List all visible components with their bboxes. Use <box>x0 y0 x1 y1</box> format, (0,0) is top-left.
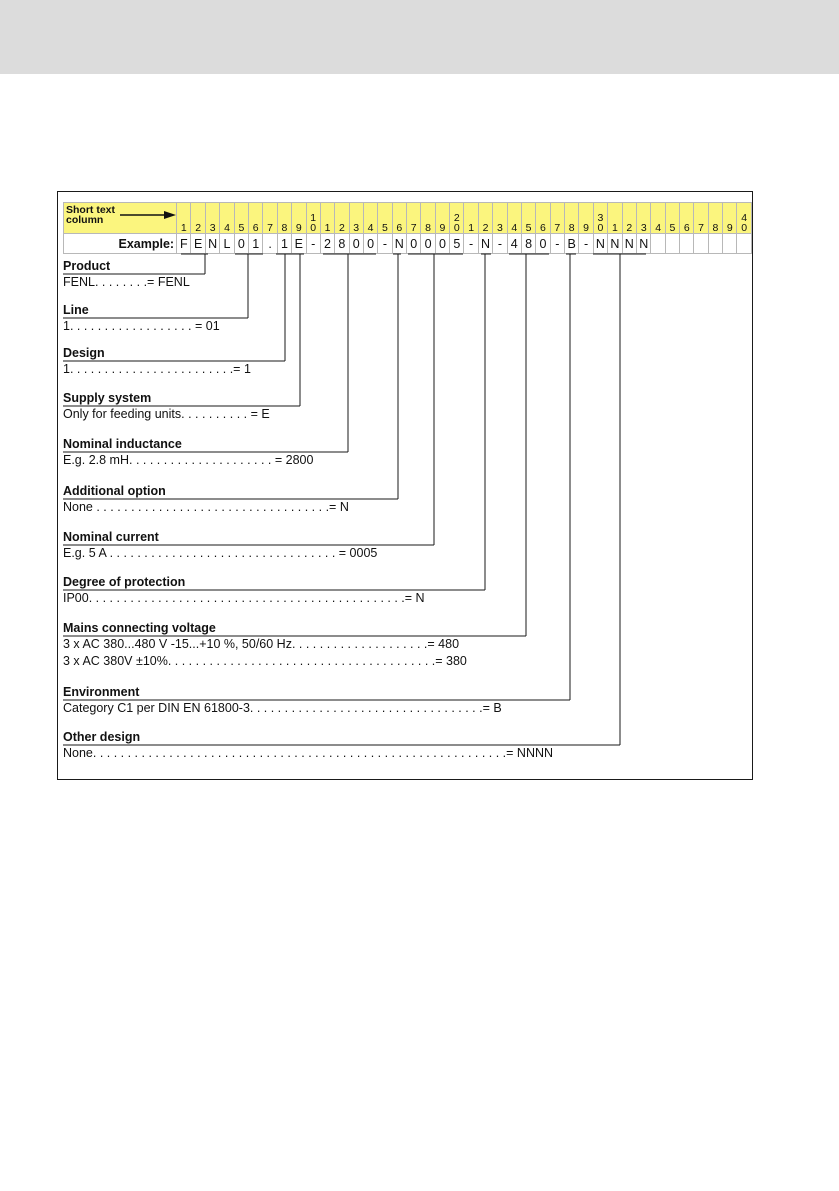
column-number-15: 5 <box>378 203 392 234</box>
example-char-3: N <box>205 234 219 254</box>
column-number-21: 1 <box>464 203 478 234</box>
example-char-25: 8 <box>521 234 535 254</box>
column-number-36: 6 <box>680 203 694 234</box>
example-label: Example: <box>64 234 177 254</box>
column-number-38: 8 <box>708 203 722 234</box>
column-number-5: 5 <box>234 203 248 234</box>
example-char-30: N <box>593 234 607 254</box>
section-value-line: 3 x AC 380V ±10%. . . . . . . . . . . . . . . . . . . . . . . . . . . . . . . . . . . . . . .= 380 <box>63 654 467 668</box>
column-number-35: 5 <box>665 203 679 234</box>
example-char-1: F <box>177 234 191 254</box>
example-char-28: B <box>564 234 578 254</box>
example-char-15: - <box>378 234 392 254</box>
column-number-33: 3 <box>637 203 651 234</box>
section-value-line: None. . . . . . . . . . . . . . . . . . . . . . . . . . . . . . . . . . . . . . . . . . . . . . . . . . . . . . . . . . . .= NNNN <box>63 746 554 760</box>
section-value-line: IP00. . . . . . . . . . . . . . . . . . . . . . . . . . . . . . . . . . . . . . . . . . . . . .= N <box>63 591 425 605</box>
column-number-30: 3 0 <box>593 203 607 234</box>
column-number-34: 4 <box>651 203 665 234</box>
section-title: Line <box>63 303 89 317</box>
column-number-8: 8 <box>277 203 291 234</box>
section-title: Environment <box>63 685 140 699</box>
section-value-line: Category C1 per DIN EN 61800-3. . . . . . . . . . . . . . . . . . . . . . . . . . . . . . . . . .= B <box>63 701 502 715</box>
column-number-28: 8 <box>564 203 578 234</box>
example-char-13: 0 <box>349 234 363 254</box>
column-number-17: 7 <box>407 203 421 234</box>
column-number-19: 9 <box>435 203 449 234</box>
section-value-line: 1. . . . . . . . . . . . . . . . . . . . . . . .= 1 <box>63 362 251 376</box>
column-number-39: 9 <box>723 203 737 234</box>
example-char-17: 0 <box>407 234 421 254</box>
column-number-32: 2 <box>622 203 636 234</box>
section-title: Other design <box>63 730 141 744</box>
column-number-23: 3 <box>493 203 507 234</box>
example-char-16: N <box>392 234 406 254</box>
column-number-25: 5 <box>521 203 535 234</box>
example-char-4: L <box>220 234 234 254</box>
section-title: Mains connecting voltage <box>63 621 216 635</box>
column-number-40: 4 0 <box>737 203 752 234</box>
section-value-line: None . . . . . . . . . . . . . . . . . . . . . . . . . . . . . . . . . .= N <box>63 500 349 514</box>
example-char-22: N <box>478 234 492 254</box>
section-title: Nominal current <box>63 530 159 544</box>
type-code-figure <box>57 191 753 780</box>
example-char-2: E <box>191 234 205 254</box>
column-number-9: 9 <box>292 203 306 234</box>
section-value-line: E.g. 5 A . . . . . . . . . . . . . . . . . . . . . . . . . . . . . . . . . = 0005 <box>63 546 378 560</box>
column-number-14: 4 <box>363 203 377 234</box>
example-char-19: 0 <box>435 234 449 254</box>
column-number-4: 4 <box>220 203 234 234</box>
column-number-12: 2 <box>335 203 349 234</box>
example-char-18: 0 <box>421 234 435 254</box>
short-text-column-label: Short text column <box>64 203 177 234</box>
example-char-11: 2 <box>320 234 334 254</box>
example-char-7: . <box>263 234 277 254</box>
example-char-23: - <box>493 234 507 254</box>
column-number-31: 1 <box>608 203 622 234</box>
example-char-27: - <box>550 234 564 254</box>
column-number-2: 2 <box>191 203 205 234</box>
example-char-33: N <box>637 234 651 254</box>
example-char-14: 0 <box>363 234 377 254</box>
section-title: Nominal inductance <box>63 437 182 451</box>
column-number-6: 6 <box>249 203 263 234</box>
column-number-13: 3 <box>349 203 363 234</box>
section-title: Supply system <box>63 391 152 405</box>
example-char-20: 5 <box>450 234 464 254</box>
column-number-10: 1 0 <box>306 203 320 234</box>
column-number-37: 7 <box>694 203 708 234</box>
column-number-16: 6 <box>392 203 406 234</box>
example-char-32: N <box>622 234 636 254</box>
example-char-24: 4 <box>507 234 521 254</box>
column-number-11: 1 <box>320 203 334 234</box>
column-number-27: 7 <box>550 203 564 234</box>
column-number-29: 9 <box>579 203 593 234</box>
example-char-8: 1 <box>277 234 291 254</box>
column-number-20: 2 0 <box>450 203 464 234</box>
example-char-10: - <box>306 234 320 254</box>
column-number-22: 2 <box>478 203 492 234</box>
example-char-21: - <box>464 234 478 254</box>
example-char-9: E <box>292 234 306 254</box>
column-number-1: 1 <box>177 203 191 234</box>
example-char-26: 0 <box>536 234 550 254</box>
section-value-line: 1. . . . . . . . . . . . . . . . . . = 01 <box>63 319 220 333</box>
example-char-31: N <box>608 234 622 254</box>
example-char-29: - <box>579 234 593 254</box>
section-title: Degree of protection <box>63 575 186 589</box>
column-number-3: 3 <box>205 203 219 234</box>
section-value-line: Only for feeding units. . . . . . . . . . = E <box>63 407 270 421</box>
section-value-line: E.g. 2.8 mH. . . . . . . . . . . . . . . . . . . . . = 2800 <box>63 453 314 467</box>
section-value-line: FENL. . . . . . . .= FENL <box>63 275 190 289</box>
column-number-7: 7 <box>263 203 277 234</box>
example-char-12: 8 <box>335 234 349 254</box>
section-title: Additional option <box>63 484 166 498</box>
section-title: Product <box>63 259 111 273</box>
column-number-24: 4 <box>507 203 521 234</box>
example-char-6: 1 <box>249 234 263 254</box>
example-char-5: 0 <box>234 234 248 254</box>
column-number-18: 8 <box>421 203 435 234</box>
page-header-band <box>0 0 839 74</box>
column-number-26: 6 <box>536 203 550 234</box>
section-title: Design <box>63 346 105 360</box>
section-value-line: 3 x AC 380...480 V -15...+10 %, 50/60 Hz. . . . . . . . . . . . . . . . . . . .= 480 <box>63 637 460 651</box>
